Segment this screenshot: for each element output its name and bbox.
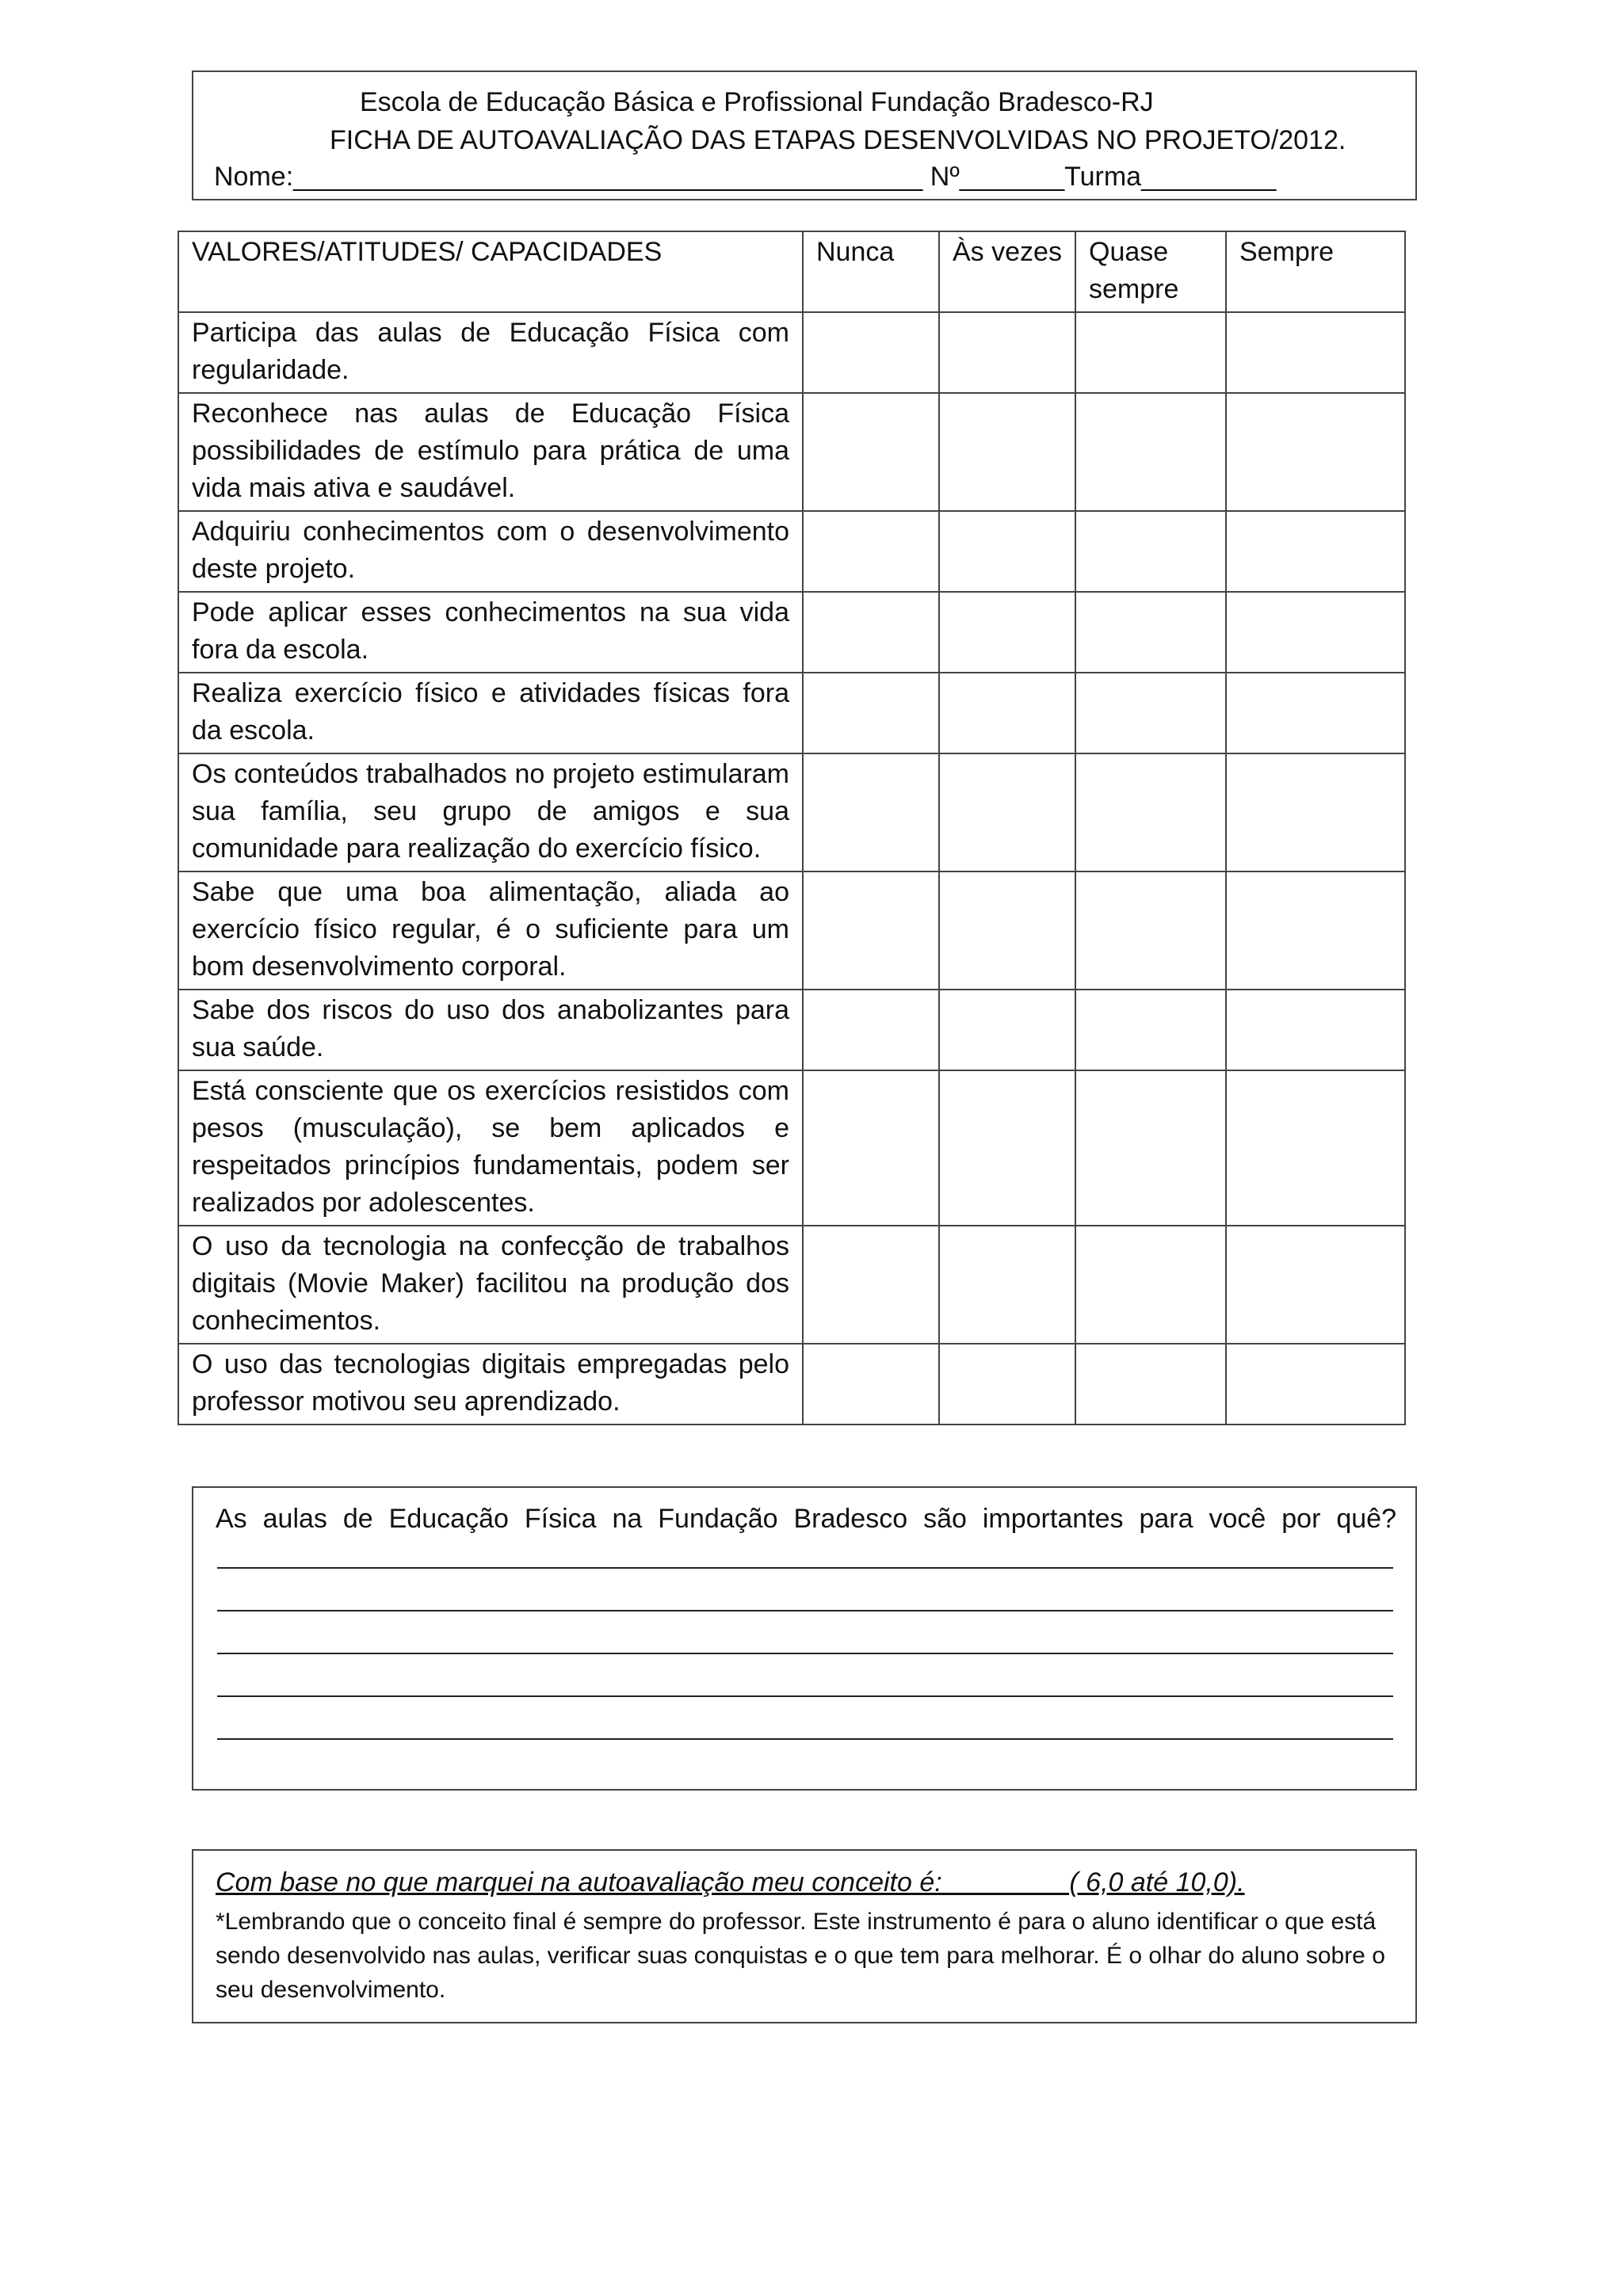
school-name: Escola de Educação Básica e Profissional Fundação Bradesco-RJ <box>360 87 1154 117</box>
answer-cell-nunca[interactable] <box>803 393 939 511</box>
table-header-row <box>178 231 1405 312</box>
header-quase-sempre: Quase sempre <box>1075 231 1226 312</box>
concept-box <box>192 1849 1417 2023</box>
table-row <box>178 312 1405 393</box>
answer-line[interactable] <box>217 1695 1393 1697</box>
answer-cell-sempre[interactable] <box>1226 871 1405 990</box>
table-row <box>178 1226 1405 1344</box>
answer-cell-quase-sempre[interactable] <box>1075 753 1226 871</box>
table-body <box>178 312 1405 1425</box>
evaluation-item: O uso das tecnologias digitais empregadas pelo professor motivou seu aprendizado. <box>178 1344 803 1425</box>
table-row <box>178 1344 1405 1425</box>
answer-cell-nunca[interactable] <box>803 673 939 753</box>
answer-cell-nunca[interactable] <box>803 753 939 871</box>
answer-line[interactable] <box>217 1653 1393 1654</box>
question-text: As aulas de Educação Física na Fundação Bradesco são importantes para você por quê? <box>216 1504 1396 1534</box>
answer-cell-quase-sempre[interactable] <box>1075 673 1226 753</box>
evaluation-item: Adquiriu conhecimentos com o desenvolvimento deste projeto. <box>178 511 803 592</box>
table-row <box>178 1070 1405 1226</box>
self-evaluation-table <box>178 231 1406 1425</box>
answer-cell-nunca[interactable] <box>803 511 939 592</box>
answer-cell-sempre[interactable] <box>1226 393 1405 511</box>
evaluation-item: Os conteúdos trabalhados no projeto estimularam sua família, seu grupo de amigos e sua comunidade para realização do exercício físico. <box>178 753 803 871</box>
answer-cell-sempre[interactable] <box>1226 990 1405 1070</box>
answer-cell-as-vezes[interactable] <box>939 1344 1075 1425</box>
answer-cell-as-vezes[interactable] <box>939 511 1075 592</box>
answer-cell-as-vezes[interactable] <box>939 312 1075 393</box>
table-row <box>178 673 1405 753</box>
answer-cell-sempre[interactable] <box>1226 1226 1405 1344</box>
evaluation-item: Participa das aulas de Educação Física com regularidade. <box>178 312 803 393</box>
header-nunca: Nunca <box>803 231 939 312</box>
header-sempre: Sempre <box>1226 231 1405 312</box>
table-row <box>178 990 1405 1070</box>
table-row <box>178 511 1405 592</box>
answer-cell-quase-sempre[interactable] <box>1075 1226 1226 1344</box>
answer-cell-quase-sempre[interactable] <box>1075 871 1226 990</box>
answer-cell-sempre[interactable] <box>1226 1344 1405 1425</box>
answer-cell-as-vezes[interactable] <box>939 393 1075 511</box>
reminder-note: *Lembrando que o conceito final é sempre do professor. Este instrumento é para o aluno identificar o que está sendo desenvolvido nas aulas, verificar suas conquistas e o que tem para melhorar. É o olhar do aluno sobre o seu desenvolvimento. <box>216 1909 1385 2003</box>
form-title: FICHA DE AUTOAVALIAÇÃO DAS ETAPAS DESENVOLVIDAS NO PROJETO/2012. <box>330 125 1346 155</box>
answer-cell-sempre[interactable] <box>1226 511 1405 592</box>
answer-cell-nunca[interactable] <box>803 312 939 393</box>
answer-cell-sempre[interactable] <box>1226 753 1405 871</box>
answer-cell-quase-sempre[interactable] <box>1075 1070 1226 1226</box>
table-row <box>178 592 1405 673</box>
answer-cell-nunca[interactable] <box>803 1226 939 1344</box>
concept-grade-line[interactable]: Com base no que marquei na autoavaliação meu conceito é:________ ( 6,0 até 10,0). <box>216 1867 1245 1897</box>
answer-cell-as-vezes[interactable] <box>939 871 1075 990</box>
answer-cell-sempre[interactable] <box>1226 1070 1405 1226</box>
answer-cell-as-vezes[interactable] <box>939 592 1075 673</box>
answer-cell-quase-sempre[interactable] <box>1075 1344 1226 1425</box>
name-number-class-line[interactable]: Nome:__________________________________________ Nº_______Turma_________ <box>214 162 1277 192</box>
evaluation-item: O uso da tecnologia na confecção de trabalhos digitais (Movie Maker) facilitou na produção dos conhecimentos. <box>178 1226 803 1344</box>
header-as-vezes: Às vezes <box>939 231 1075 312</box>
table-row <box>178 871 1405 990</box>
evaluation-item: Sabe dos riscos do uso dos anabolizantes para sua saúde. <box>178 990 803 1070</box>
answer-cell-quase-sempre[interactable] <box>1075 511 1226 592</box>
answer-cell-as-vezes[interactable] <box>939 1226 1075 1344</box>
evaluation-item: Pode aplicar esses conhecimentos na sua vida fora da escola. <box>178 592 803 673</box>
answer-cell-quase-sempre[interactable] <box>1075 990 1226 1070</box>
answer-line[interactable] <box>217 1610 1393 1611</box>
answer-cell-as-vezes[interactable] <box>939 753 1075 871</box>
evaluation-item: Reconhece nas aulas de Educação Física possibilidades de estímulo para prática de uma vida mais ativa e saudável. <box>178 393 803 511</box>
answer-cell-as-vezes[interactable] <box>939 990 1075 1070</box>
answer-cell-as-vezes[interactable] <box>939 1070 1075 1226</box>
header-box <box>192 71 1417 200</box>
answer-line[interactable] <box>217 1567 1393 1569</box>
answer-cell-sempre[interactable] <box>1226 673 1405 753</box>
answer-cell-quase-sempre[interactable] <box>1075 592 1226 673</box>
answer-cell-sempre[interactable] <box>1226 592 1405 673</box>
answer-cell-quase-sempre[interactable] <box>1075 312 1226 393</box>
answer-cell-quase-sempre[interactable] <box>1075 393 1226 511</box>
answer-line[interactable] <box>217 1738 1393 1740</box>
question-box <box>192 1486 1417 1791</box>
answer-cell-nunca[interactable] <box>803 1070 939 1226</box>
answer-cell-as-vezes[interactable] <box>939 673 1075 753</box>
answer-cell-nunca[interactable] <box>803 990 939 1070</box>
answer-cell-nunca[interactable] <box>803 871 939 990</box>
table-row <box>178 393 1405 511</box>
evaluation-item: Está consciente que os exercícios resistidos com pesos (musculação), se bem aplicados e respeitados princípios fundamentais, podem ser realizados por adolescentes. <box>178 1070 803 1226</box>
header-values: VALORES/ATITUDES/ CAPACIDADES <box>178 231 803 312</box>
answer-cell-sempre[interactable] <box>1226 312 1405 393</box>
evaluation-item: Realiza exercício físico e atividades físicas fora da escola. <box>178 673 803 753</box>
evaluation-item: Sabe que uma boa alimentação, aliada ao exercício físico regular, é o suficiente para um bom desenvolvimento corporal. <box>178 871 803 990</box>
table-row <box>178 753 1405 871</box>
answer-cell-nunca[interactable] <box>803 592 939 673</box>
answer-cell-nunca[interactable] <box>803 1344 939 1425</box>
